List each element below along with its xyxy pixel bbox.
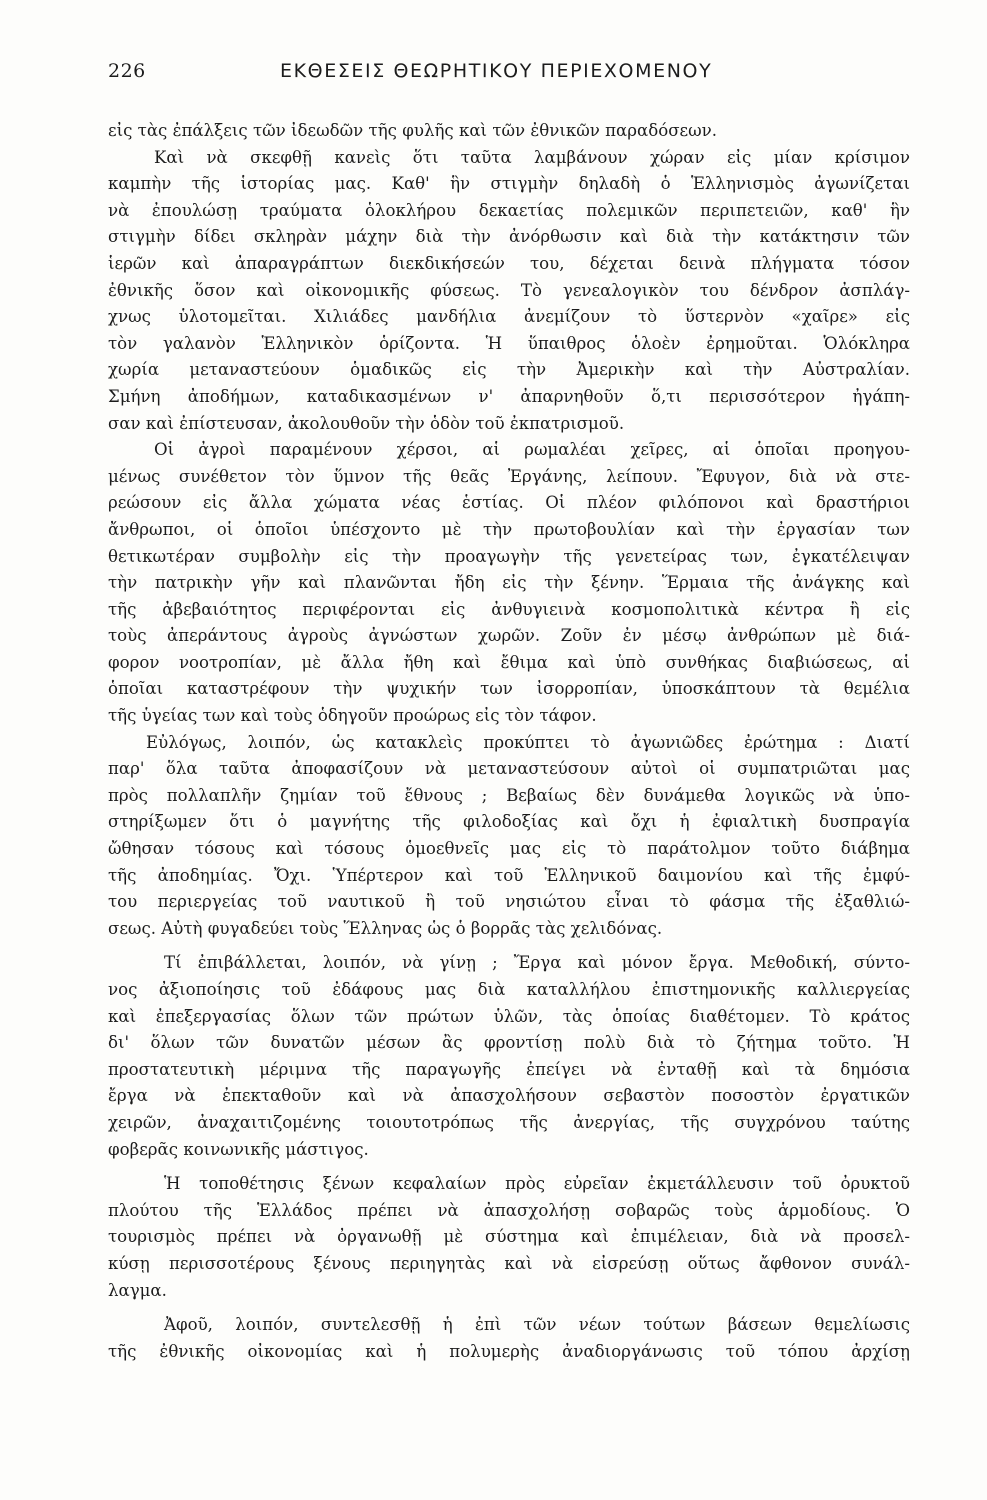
- text-line: νος ἀξιοποίησις τοῦ ἐδάφους μας διὰ καταλλήλου ἐπιστημονικῆς καλλιεργείας: [108, 980, 910, 999]
- text-line: χειρῶν, ἀναχαιτιζομένης τοιουτοτρόπως τῆς ἀνεργίας, τῆς συγχρόνου ταύτης: [108, 1112, 910, 1132]
- text-line: ρεώσουν εἰς ἄλλα χώματα νέας ἑστίας. Οἱ πλέον φιλόπονοι καὶ δραστήριοι: [108, 493, 910, 513]
- text-line: παρ' ὅλα ταῦτα ἀποφασίζουν νὰ μεταναστεύσουν αὐτοὶ οἱ συμπατριῶται μας: [108, 759, 910, 779]
- text-line: καμπὴν τῆς ἱστορίας μας. Καθ' ἣν στιγμὴν δηλαδὴ ὁ Ἑλληνισμὸς ἀγωνίζεται: [108, 174, 910, 194]
- text-line: ὁποῖαι καταστρέφουν τὴν ψυχικήν των ἰσορροπίαν, ὑποσκάπτουν τὰ θεμέλια: [108, 679, 910, 699]
- paragraph: [108, 730, 910, 943]
- text-line: τῆς ἐθνικῆς οἰκονομίας καὶ ἡ πολυμερὴς ἀναδιοργάνωσις τοῦ τόπου ἀρχίσῃ: [108, 1341, 910, 1361]
- text-line: στηρίξωμεν ὅτι ὁ μαγνήτης τῆς φιλοδοξίας καὶ ὄχι ἡ ἐφιαλτικὴ δυσπραγία: [108, 812, 910, 832]
- text-line: Οἱ ἀγροὶ παραμένουν χέρσοι, αἱ ρωμαλέαι χεῖρες, αἱ ὁποῖαι προηγου-: [154, 440, 910, 460]
- text-line: στιγμὴν δίδει σκληρὰν μάχην διὰ τὴν ἀνόρθωσιν καὶ διὰ τὴν κατάκτησιν τῶν: [108, 227, 910, 247]
- text-line: Ἡ τοποθέτησις ξένων κεφαλαίων πρὸς εὐρεῖαν ἐκμετάλλευσιν τοῦ ὀρυκτοῦ: [164, 1174, 910, 1194]
- text-line: τῆς ἀποδημίας. Ὄχι. Ὑπέρτερον καὶ τοῦ Ἑλληνικοῦ δαιμονίου καὶ τῆς ἐμφύ-: [108, 865, 910, 885]
- text-line: προστατευτικὴ μέριμνα τῆς παραγωγῆς ἐπείγει νὰ ἐνταθῇ καὶ τὰ δημόσια: [108, 1059, 910, 1079]
- text-line: εἰς τὰς ἐπάλξεις τῶν ἰδεωδῶν τῆς φυλῆς καὶ τῶν ἐθνικῶν παραδόσεων.: [108, 121, 718, 140]
- page-header: [108, 60, 908, 90]
- text-line: θετικωτέραν συμβολὴν εἰς τὴν προαγωγὴν τῆς γενετείρας των, ἐγκατέλειψαν: [108, 546, 910, 566]
- text-line: Τί ἐπιβάλλεται, λοιπόν, νὰ γίνῃ ; Ἔργα καὶ μόνον ἔργα. Μεθοδική, σύντο-: [164, 953, 910, 973]
- text-line: χνως ὑλοτομεῖται. Χιλιάδες μανδήλια ἀνεμίζουν τὸ ὕστερνὸν «χαῖρε» εἰς: [108, 307, 910, 327]
- body-text: [108, 118, 910, 1365]
- paragraph-gap: [108, 1304, 910, 1312]
- paragraph: [108, 1312, 910, 1365]
- text-line: μένως συνέθετον τὸν ὕμνον τῆς θεᾶς Ἐργάνης, λείπουν. Ἔφυγον, διὰ νὰ στε-: [108, 466, 910, 486]
- text-line: φοβερᾶς κοινωνικῆς μάστιγος.: [108, 1139, 369, 1159]
- paragraph-gap: [108, 1163, 910, 1171]
- text-line: Ἀφοῦ, λοιπόν, συντελεσθῇ ἡ ἐπὶ τῶν νέων τούτων βάσεων θεμελίωσις: [164, 1315, 910, 1335]
- text-line: Σμήνη ἀποδήμων, καταδικασμένων ν' ἀπαρνηθοῦν ὅ,τι περισσότερον ἠγάπη-: [108, 386, 910, 406]
- running-title: ΕΚΘΕΣΕΙΣ ΘΕΩΡΗΤΙΚΟΥ ΠΕΡΙΕΧΟΜΕΝΟΥ: [280, 60, 713, 82]
- text-line: σαν καὶ ἐπίστευσαν, ἀκολουθοῦν τὴν ὁδὸν τοῦ ἐκπατρισμοῦ.: [108, 413, 625, 433]
- text-line: πλούτου τῆς Ἑλλάδος πρέπει νὰ ἀπασχολήσῃ σοβαρῶς τοὺς ἁρμοδίους. Ὁ: [108, 1200, 910, 1220]
- text-line: Καὶ νὰ σκεφθῇ κανεὶς ὅτι ταῦτα λαμβάνουν χώραν εἰς μίαν κρίσιμον: [154, 147, 910, 167]
- text-line: νὰ ἐπουλώσῃ τραύματα ὁλοκλήρου δεκαετίας πολεμικῶν περιπετειῶν, καθ' ἣν: [108, 200, 910, 220]
- text-line: ἔργα νὰ ἐπεκταθοῦν καὶ νὰ ἀπασχολήσουν σεβαστὸν ποσοστὸν ἐργατικῶν: [108, 1086, 910, 1106]
- paragraph-gap: [108, 942, 910, 950]
- text-line: δι' ὅλων τῶν δυνατῶν μέσων ἂς φροντίσῃ πολὺ διὰ τὸ ζήτημα τοῦτο. Ἡ: [108, 1033, 910, 1053]
- paragraph: [108, 118, 910, 145]
- text-line: του περιεργείας τοῦ ναυτικοῦ ἢ τοῦ νησιώτου εἶναι τὸ φάσμα τῆς ἐξαθλιώ-: [108, 892, 910, 912]
- text-line: κύσῃ περισσοτέρους ξένους περιηγητὰς καὶ νὰ εἰσρεύσῃ οὕτως ἄφθονον συνάλ-: [108, 1253, 910, 1273]
- page-number: 226: [108, 60, 146, 82]
- text-line: καὶ ἐπεξεργασίας ὅλων τῶν πρώτων ὑλῶν, τὰς ὁποίας διαθέτομεν. Τὸ κράτος: [108, 1006, 910, 1026]
- text-line: τῆς ὑγείας των καὶ τοὺς ὁδηγοῦν προώρως εἰς τὸν τάφον.: [108, 706, 597, 726]
- text-line: ὤθησαν τόσους καὶ τόσους ὁμοεθνεῖς μας εἰς τὸ παράτολμον τοῦτο διάβημα: [108, 839, 910, 859]
- text-line: ἐθνικῆς ὅσον καὶ οἰκονομικῆς φύσεως. Τὸ γενεαλογικὸν του δένδρον ἀσπλάγ-: [108, 280, 910, 300]
- text-line: τῆς ἀβεβαιότητος περιφέρονται εἰς ἀνθυγιεινὰ κοσμοπολιτικὰ κέντρα ἢ εἰς: [108, 599, 910, 619]
- text-line: τοὺς ἀπεράντους ἀγροὺς ἀγνώστων χωρῶν. Ζοῦν ἐν μέσῳ ἀνθρώπων μὲ διά-: [108, 626, 910, 646]
- paragraph: [108, 145, 910, 438]
- paragraph: [108, 1171, 910, 1304]
- text-line: φορον νοοτροπίαν, μὲ ἄλλα ἤθη καὶ ἔθιμα καὶ ὑπὸ συνθήκας διαβιώσεως, αἱ: [108, 652, 910, 672]
- text-line: ἱερῶν καὶ ἀπαραγράπτων διεκδικήσεών του, δέχεται δεινὰ πλήγματα τόσον: [108, 253, 910, 273]
- text-line: τὴν πατρικὴν γῆν καὶ πλανῶνται ἤδη εἰς τὴν ξένην. Ἕρμαια τῆς ἀνάγκης καὶ: [108, 573, 910, 593]
- paragraph: [108, 437, 910, 730]
- text-line: τουρισμὸς πρέπει νὰ ὀργανωθῇ μὲ σύστημα καὶ ἐπιμέλειαν, διὰ νὰ προσελ-: [108, 1227, 910, 1247]
- text-line: σεως. Αὐτὴ φυγαδεύει τοὺς Ἕλληνας ὡς ὁ βορρᾶς τὰς χελιδόνας.: [108, 918, 663, 938]
- text-line: λαγμα.: [108, 1280, 167, 1300]
- text-line: πρὸς πολλαπλῆν ζημίαν τοῦ ἔθνους ; Βεβαίως δὲν δυνάμεθα λογικῶς νὰ ὑπο-: [108, 785, 910, 805]
- text-line: χωρία μεταναστεύουν ὁμαδικῶς εἰς τὴν Ἀμερικὴν καὶ τὴν Αὐστραλίαν.: [108, 360, 910, 380]
- text-line: τὸν γαλανὸν Ἑλληνικὸν ὁρίζοντα. Ἡ ὕπαιθρος ὁλοὲν ἐρημοῦται. Ὁλόκληρα: [108, 333, 910, 353]
- paragraph: [108, 950, 910, 1163]
- text-line: Εὐλόγως, λοιπόν, ὡς κατακλεὶς προκύπτει τὸ ἀγωνιῶδες ἐρώτημα : Διατί: [146, 732, 910, 752]
- text-line: ἄνθρωποι, οἱ ὁποῖοι ὑπέσχοντο μὲ τὴν πρωτοβουλίαν καὶ τὴν ἐργασίαν των: [108, 519, 910, 539]
